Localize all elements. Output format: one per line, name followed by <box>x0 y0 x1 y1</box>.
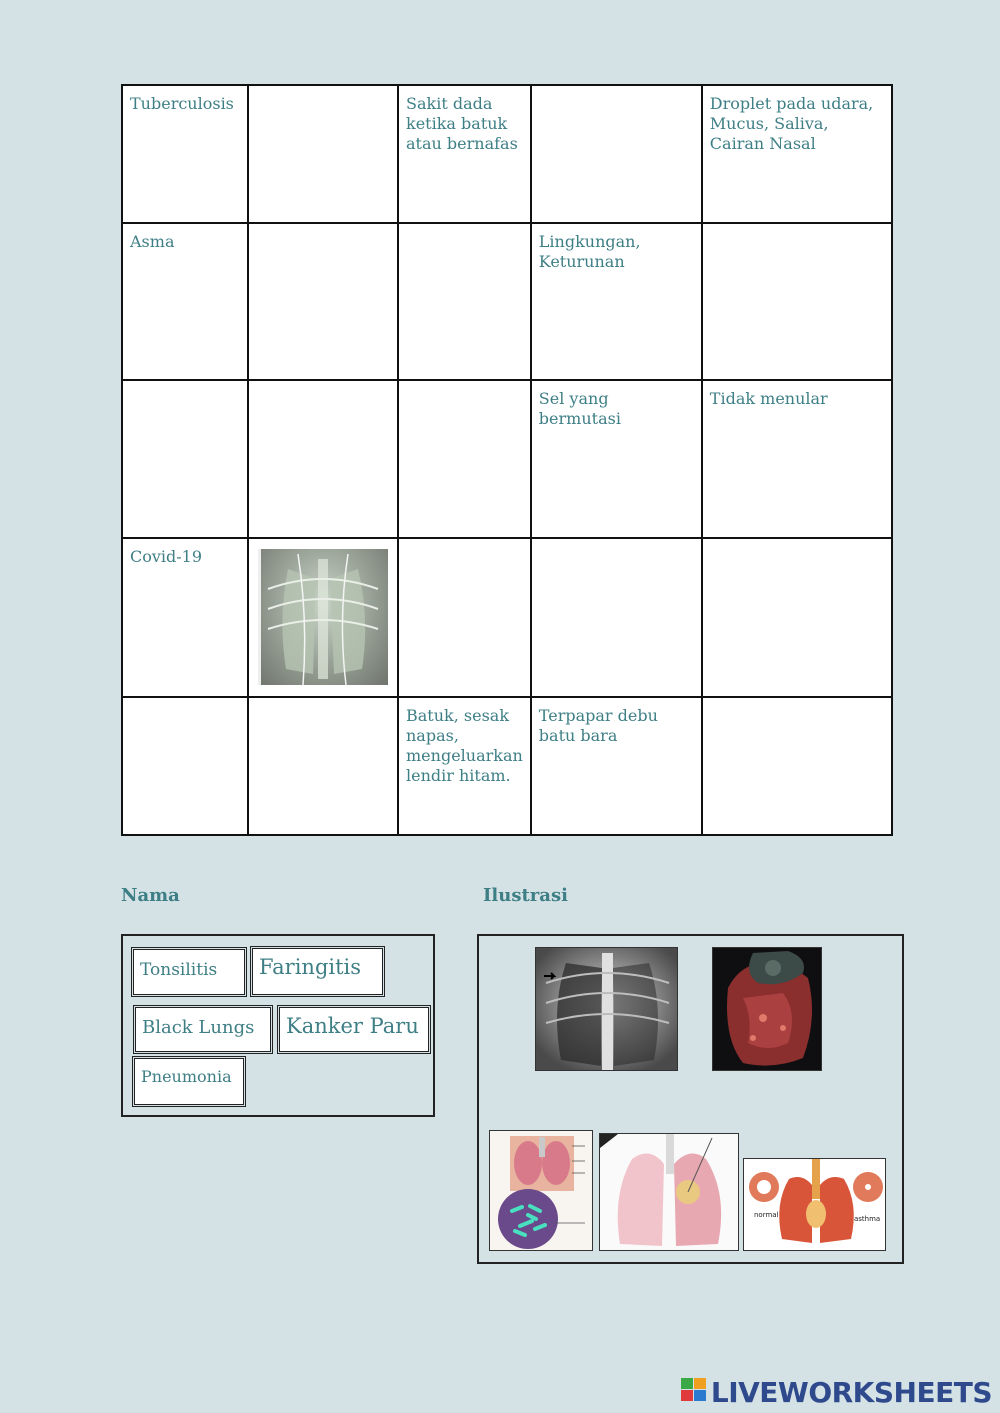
table-cell-image[interactable] <box>248 538 398 697</box>
name-bank-panel <box>121 934 435 1117</box>
brand-name: LIVEWORKSHEETS <box>710 1375 992 1409</box>
table-row <box>122 538 892 697</box>
name-chip-tonsilitis[interactable]: Tonsilitis <box>133 949 245 995</box>
table-cell[interactable]: Asma <box>122 223 248 380</box>
name-chip-faringitis[interactable]: Faringitis <box>252 948 383 995</box>
table-cell[interactable] <box>702 697 892 835</box>
table-row <box>122 380 892 538</box>
name-chip-kanker-paru[interactable]: Kanker Paru <box>279 1007 429 1052</box>
table-cell[interactable] <box>531 538 702 697</box>
table-cell[interactable] <box>248 85 398 223</box>
table-cell[interactable] <box>398 223 531 380</box>
table-row <box>122 223 892 380</box>
table-cell[interactable]: Tuberculosis <box>122 85 248 223</box>
table-cell[interactable]: Batuk, sesak napas, mengeluarkan lendir hitam. <box>398 697 531 835</box>
disease-table <box>121 84 893 836</box>
liveworksheets-logo <box>681 1378 707 1406</box>
table-row <box>122 697 892 835</box>
table-cell[interactable]: Terpapar debu batu bara <box>531 697 702 835</box>
lung-cancer-diagram[interactable] <box>599 1133 739 1251</box>
table-row <box>122 85 892 223</box>
table-cell[interactable]: Covid-19 <box>122 538 248 697</box>
asthma-lungs-diagram[interactable] <box>743 1158 886 1251</box>
table-cell[interactable] <box>122 697 248 835</box>
table-cell[interactable] <box>122 380 248 538</box>
liveworksheets-brand <box>681 1375 992 1409</box>
table-cell[interactable]: Sel yang bermutasi <box>531 380 702 538</box>
black-lung-tissue-image[interactable] <box>712 947 822 1071</box>
table-cell[interactable] <box>702 223 892 380</box>
table-cell[interactable]: Tidak menular <box>702 380 892 538</box>
table-cell[interactable] <box>248 380 398 538</box>
chest-xray-image <box>258 549 388 685</box>
chest-xray-image[interactable] <box>535 947 678 1071</box>
table-cell[interactable] <box>248 223 398 380</box>
table-cell[interactable] <box>398 538 531 697</box>
table-cell[interactable] <box>248 697 398 835</box>
normal-label: normal <box>754 1211 779 1219</box>
nama-heading: Nama <box>121 885 180 906</box>
tuberculosis-bacteria-diagram[interactable] <box>489 1130 593 1251</box>
table-cell[interactable]: Lingkungan, Keturunan <box>531 223 702 380</box>
table-cell[interactable] <box>398 380 531 538</box>
asthma-label: asthma <box>854 1215 881 1223</box>
ilustrasi-heading: Ilustrasi <box>483 885 568 906</box>
table-cell[interactable] <box>702 538 892 697</box>
table-cell[interactable] <box>531 85 702 223</box>
name-chip-pneumonia[interactable]: Pneumonia <box>134 1058 244 1105</box>
illustration-panel <box>477 934 904 1264</box>
name-chip-black-lungs[interactable]: Black Lungs <box>135 1007 271 1052</box>
table-cell[interactable]: Droplet pada udara, Mucus, Saliva, Cairan Nasal <box>702 85 892 223</box>
table-cell[interactable]: Sakit dada ketika batuk atau bernafas <box>398 85 531 223</box>
